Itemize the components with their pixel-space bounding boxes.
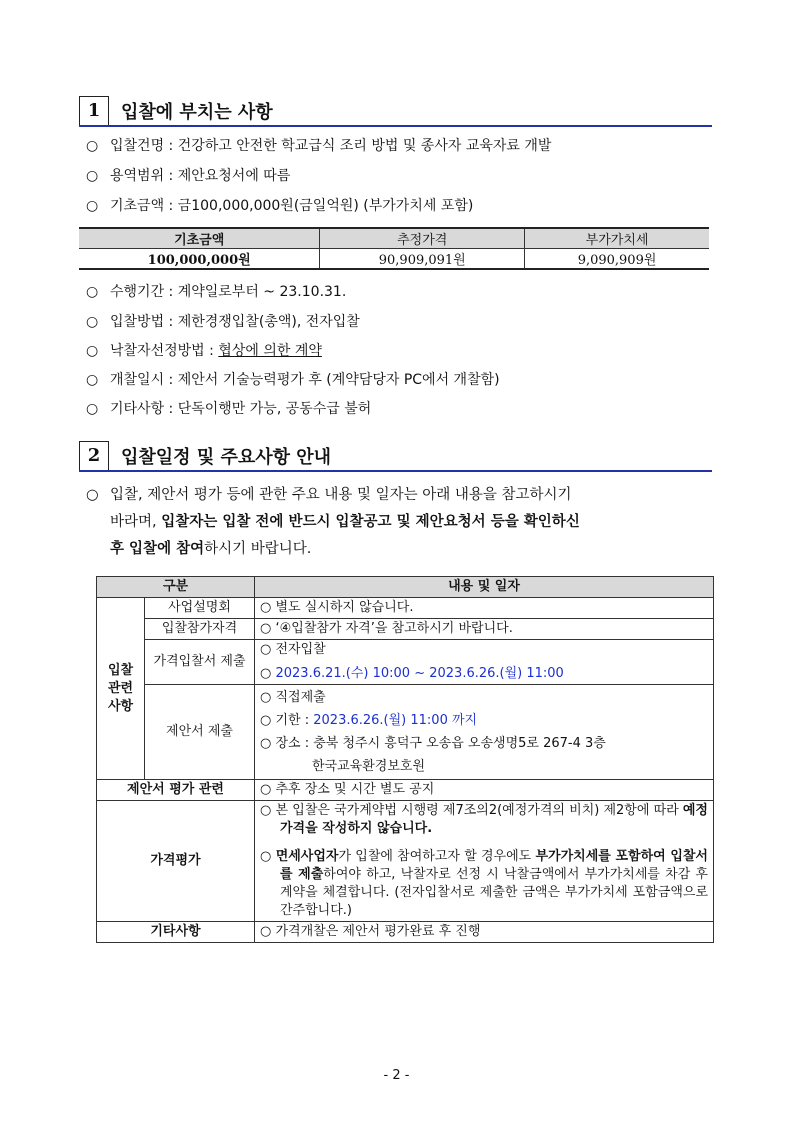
intro-line-2 xyxy=(86,509,716,536)
content-emphasis: 면세사업자 xyxy=(275,849,339,864)
schedule-table xyxy=(96,576,714,943)
content-paragraph xyxy=(260,848,708,920)
section-number: 1 xyxy=(79,96,109,126)
list-item xyxy=(86,165,290,185)
content-emphasis: 부가가치세를 포함하여 입찰서를 제출 xyxy=(280,849,708,882)
group-label: 입찰 관련 사항 xyxy=(97,598,145,780)
page-number: - 2 - xyxy=(383,1068,410,1083)
section-title: 입찰일정 및 주요사항 안내 xyxy=(121,447,332,468)
item-text: 낙찰자선정방법 : xyxy=(110,343,219,359)
table-cell: 9,090,909원 xyxy=(525,249,709,270)
table-header: 추정가격 xyxy=(320,228,525,249)
row-label: 제안서 제출 xyxy=(145,685,255,780)
table-header: 부가가치세 xyxy=(525,228,709,249)
intro-text: 하시기 바랍니다. xyxy=(204,541,312,557)
content-line xyxy=(260,709,708,732)
row-content xyxy=(255,685,714,780)
content-text: ○ 본 입찰은 국가계약법 시행령 제7조의2(예정가격의 비치) 제2항에 따라 xyxy=(260,803,683,818)
content-line: ○ 직접제출 xyxy=(260,690,326,705)
date-range: 2023.6.21.(수) 10:00 ~ 2023.6.26.(월) 11:00 xyxy=(275,666,564,681)
table-row xyxy=(97,922,714,943)
item-text: 용역범위 : 제안요청서에 따름 xyxy=(110,168,291,184)
table-header: 구분 xyxy=(97,577,255,598)
row-content xyxy=(255,660,714,685)
bullet: ○ xyxy=(86,198,99,214)
intro-text: 바라며, xyxy=(110,514,162,530)
bullet: ○ xyxy=(86,284,99,300)
section-divider xyxy=(79,125,712,127)
bullet: ○ xyxy=(86,138,99,154)
list-item xyxy=(86,369,500,389)
item-text: 입찰건명 : 건강하고 안전한 학교급식 조리 방법 및 종사자 교육자료 개발 xyxy=(110,138,552,154)
row-label: 기타사항 xyxy=(97,922,255,943)
list-item xyxy=(86,398,371,418)
row-label: 가격입찰서 제출 xyxy=(145,640,255,685)
section-title: 입찰에 부치는 사항 xyxy=(121,102,273,123)
section-2-header xyxy=(79,441,712,471)
content-text: 하여야 하고, 낙찰자로 선정 시 낙찰금액에서 부가가치세를 차감 후 계약을 체결합니다. (전자입찰서로 제출한 금액은 부가가치세 포함금액으로 간주합니다.) xyxy=(280,867,708,918)
content-line: 한국교육환경보호원 xyxy=(312,759,426,774)
table-header-row xyxy=(97,577,714,598)
bullet: ○ xyxy=(260,666,276,681)
bullet: ○ xyxy=(86,372,99,388)
list-item xyxy=(86,281,346,301)
row-content: ○ ‘④입찰참가 자격’을 참고하시기 바랍니다. xyxy=(255,619,714,640)
item-text: 기초금액 : 금100,000,000원(금일억원) (부가가치세 포함) xyxy=(110,198,474,214)
price-table xyxy=(79,227,709,270)
bullet: ○ xyxy=(86,401,99,417)
row-content: ○ 추후 장소 및 시간 별도 공지 xyxy=(255,780,714,801)
list-item xyxy=(86,311,360,331)
deadline: 2023.6.26.(월) 11:00 까지 xyxy=(313,713,478,728)
list-item xyxy=(86,135,551,155)
row-label: 제안서 평가 관련 xyxy=(97,780,255,801)
intro-emphasis: 후 입찰에 참여 xyxy=(110,541,205,557)
section-divider xyxy=(79,470,712,472)
bullet: ○ xyxy=(86,343,99,359)
table-row xyxy=(97,598,714,619)
section-number: 2 xyxy=(79,441,109,471)
intro-line-1 xyxy=(86,482,716,509)
row-content: ○ 별도 실시하지 않습니다. xyxy=(255,598,714,619)
content-paragraph xyxy=(260,802,708,838)
row-label: 사업설명회 xyxy=(145,598,255,619)
bullet: ○ xyxy=(86,487,99,503)
bullet: ○ xyxy=(86,168,99,184)
table-cell: 100,000,000원 xyxy=(79,249,320,270)
content-line: ○ 장소 : 충북 청주시 흥덕구 오송읍 오송생명5로 267-4 3층 xyxy=(260,736,606,751)
intro-text: 입찰, 제안서 평가 등에 관한 주요 내용 및 일자는 아래 내용을 참고하시기 xyxy=(110,487,572,503)
content-emphasis: 예정가격을 작성하지 않습니다. xyxy=(280,803,708,836)
list-item xyxy=(86,340,322,360)
table-row xyxy=(97,685,714,780)
table-row xyxy=(97,801,714,922)
item-text: 입찰방법 : 제한경쟁입찰(총액), 전자입찰 xyxy=(110,314,360,330)
intro-line-3 xyxy=(86,536,716,563)
bullet: ○ xyxy=(86,314,99,330)
content-text: 가 입찰에 참여하고자 할 경우에도 xyxy=(338,849,536,864)
row-label: 입찰참가자격 xyxy=(145,619,255,640)
row-content xyxy=(255,801,714,922)
item-text: 수행기간 : 계약일로부터 ~ 23.10.31. xyxy=(110,284,347,300)
bullet: ○ xyxy=(260,849,276,864)
table-header: 기초금액 xyxy=(79,228,320,249)
table-header-row xyxy=(79,228,709,249)
table-row xyxy=(97,619,714,640)
label-text: ○ 기한 : xyxy=(260,713,314,728)
underlined-text: 협상에 의한 계약 xyxy=(218,343,322,359)
table-row xyxy=(97,780,714,801)
row-content: ○ 가격개찰은 제안서 평가완료 후 진행 xyxy=(255,922,714,943)
table-row xyxy=(97,640,714,661)
list-item xyxy=(86,195,473,215)
intro-paragraph xyxy=(86,482,716,563)
intro-emphasis: 입찰자는 입찰 전에 반드시 입찰공고 및 제안요청서 등을 확인하신 xyxy=(161,514,580,530)
section-1-header xyxy=(79,96,712,126)
item-text: 개찰일시 : 제안서 기술능력평가 후 (계약담당자 PC에서 개찰함) xyxy=(110,372,500,388)
table-cell: 90,909,091원 xyxy=(320,249,525,270)
item-text: 기타사항 : 단독이행만 가능, 공동수급 불허 xyxy=(110,401,372,417)
table-row xyxy=(79,249,709,270)
table-header: 내용 및 일자 xyxy=(255,577,714,598)
row-label: 가격평가 xyxy=(97,801,255,922)
row-content: ○ 전자입찰 xyxy=(255,640,714,661)
